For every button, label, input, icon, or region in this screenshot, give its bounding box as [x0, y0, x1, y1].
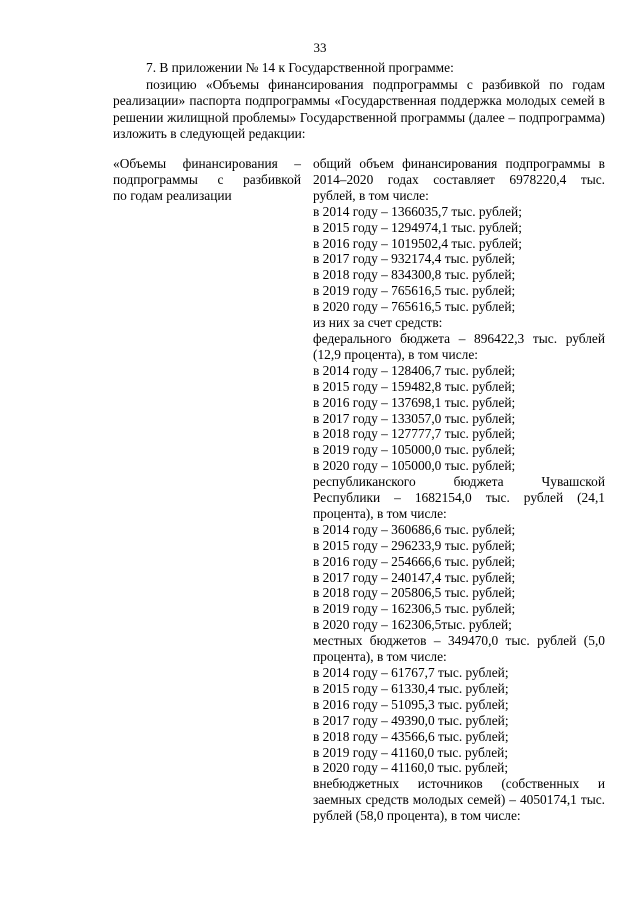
total-year-line: в 2014 году – 1366035,7 тыс. рублей;	[313, 203, 522, 219]
republic-year-line: в 2014 году – 360686,6 тыс. рублей;	[313, 521, 516, 537]
federal-year-line: в 2014 году – 128406,7 тыс. рублей;	[313, 362, 516, 378]
label-line: подпрограммы с разбивкой	[113, 171, 301, 187]
total-year-line: в 2015 году – 1294974,1 тыс. рублей;	[313, 219, 522, 235]
financing-details	[313, 156, 605, 824]
local-year-line: в 2019 году – 41160,0 тыс. рублей;	[313, 744, 509, 760]
total-year-line: в 2016 году – 1019502,4 тыс. рублей;	[313, 235, 522, 251]
republic-year-line: в 2015 году – 296233,9 тыс. рублей;	[313, 537, 516, 553]
total-year-line: в 2018 году – 834300,8 тыс. рублей;	[313, 267, 516, 283]
extrabudget-paragraph: внебюджетных источников (собственных и заемных средств молодых семей) – 4050174,1 тыс. рублей (58,0 процента), в том числе:	[313, 776, 605, 824]
total-paragraph: общий объем финансирования подпрограммы в 2014–2020 годах составляет 6978220,4 тыс. рублей, в том числе:	[313, 156, 605, 203]
federal-year-line: в 2020 году – 105000,0 тыс. рублей;	[313, 458, 516, 474]
intro-section	[113, 60, 605, 143]
local-year-line: в 2015 году – 61330,4 тыс. рублей;	[313, 680, 509, 696]
label-line: «Объемы финансирования –	[113, 156, 301, 171]
total-year-line: в 2020 году – 765616,5 тыс. рублей;	[313, 299, 516, 315]
local-year-line: в 2016 году – 51095,3 тыс. рублей;	[313, 696, 509, 712]
financing-label	[113, 156, 301, 204]
local-year-line: в 2017 году – 49390,0 тыс. рублей;	[313, 712, 509, 728]
local-year-line: в 2014 году – 61767,7 тыс. рублей;	[313, 665, 509, 680]
page-number: 33	[313, 40, 327, 55]
local-year-line: в 2020 году – 41160,0 тыс. рублей;	[313, 760, 509, 776]
federal-year-line: в 2015 году – 159482,8 тыс. рублей;	[313, 378, 516, 394]
republic-year-line: в 2020 году – 162306,5тыс. рублей;	[313, 617, 512, 633]
federal-paragraph: федерального бюджета – 896422,3 тыс. рублей (12,9 процента), в том числе:	[313, 330, 605, 362]
label-line: по годам реализации	[113, 187, 232, 203]
total-year-line: в 2019 году – 765616,5 тыс. рублей;	[313, 283, 516, 299]
republic-paragraph: республиканского бюджета Чувашской Республики – 1682154,0 тыс. рублей (24,1 процента), в том числе:	[313, 474, 605, 521]
local-year-line: в 2018 году – 43566,6 тыс. рублей;	[313, 728, 509, 744]
item-heading: 7. В приложении № 14 к Государственной программе:	[146, 60, 454, 75]
item-paragraph: позицию «Объемы финансирования подпрограммы с разбивкой по годам реализации» паспорта подпрограммы «Государственная поддержка молодых семей в решении жилищной проблемы» Государственной программы (далее – подпрограмма) изложить в следующей редакции:	[113, 76, 605, 141]
federal-year-line: в 2019 году – 105000,0 тыс. рублей;	[313, 442, 516, 458]
total-year-line: в 2017 году – 932174,4 тыс. рублей;	[313, 251, 516, 267]
republic-year-line: в 2016 году – 254666,6 тыс. рублей;	[313, 553, 516, 569]
federal-year-line: в 2017 году – 133057,0 тыс. рублей;	[313, 410, 516, 426]
federal-year-line: в 2018 году – 127777,7 тыс. рублей;	[313, 426, 516, 442]
local-paragraph: местных бюджетов – 349470,0 тыс. рублей (5,0 процента), в том числе:	[313, 633, 605, 665]
sources-intro: из них за счет средств:	[313, 315, 443, 331]
republic-year-line: в 2018 году – 205806,5 тыс. рублей;	[313, 585, 516, 601]
republic-year-line: в 2017 году – 240147,4 тыс. рублей;	[313, 569, 516, 585]
republic-year-line: в 2019 году – 162306,5 тыс. рублей;	[313, 601, 516, 617]
federal-year-line: в 2016 году – 137698,1 тыс. рублей;	[313, 394, 516, 410]
